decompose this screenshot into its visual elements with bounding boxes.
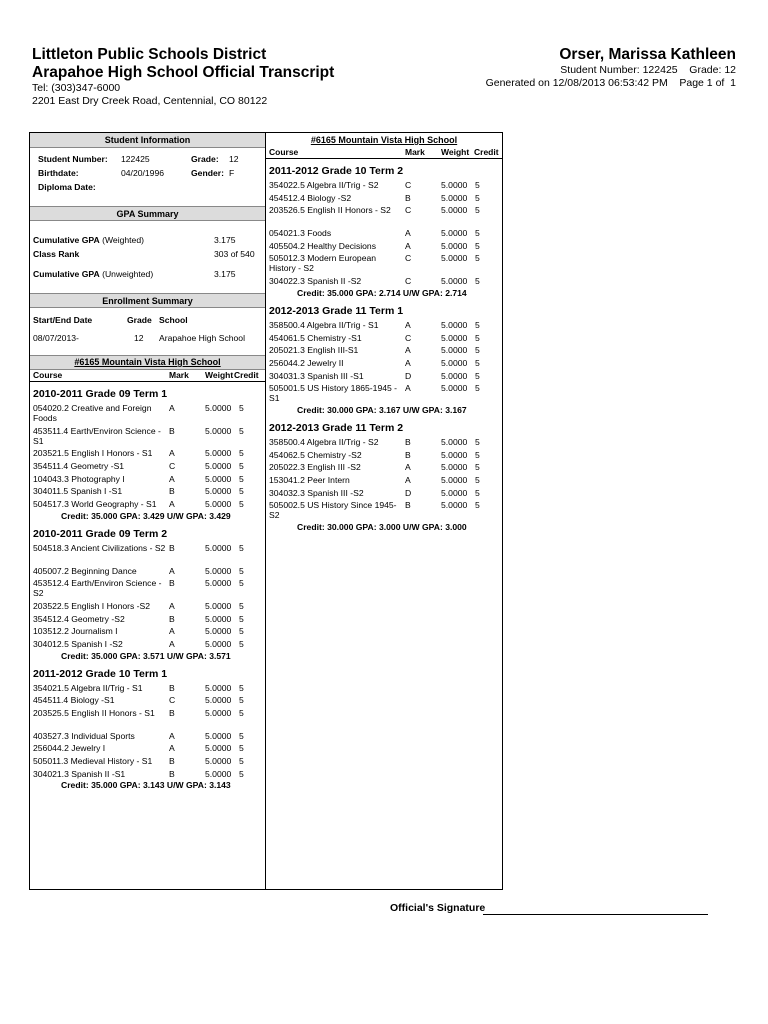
course-row <box>266 240 502 253</box>
course-name: 205022.3 English III -S2 <box>269 462 361 473</box>
course-name: 304021.3 Spanish II -S1 <box>33 768 126 779</box>
course-credit: 5 <box>475 357 480 368</box>
course-mark: A <box>405 462 411 473</box>
course-weight: 5.0000 <box>441 370 468 381</box>
course-weight: 5.0000 <box>441 253 468 264</box>
course-mark: A <box>169 743 175 754</box>
course-weight: 5.0000 <box>441 449 468 460</box>
course-row <box>266 436 502 449</box>
course-credit: 5 <box>239 768 244 779</box>
course-credit: 5 <box>475 276 480 287</box>
course-row <box>30 694 265 707</box>
course-credit: 5 <box>475 383 480 394</box>
course-credit: 5 <box>475 205 480 216</box>
weighted-gpa-value: 3.175 <box>214 235 236 245</box>
course-mark: A <box>405 345 411 356</box>
course-credit: 5 <box>475 253 480 264</box>
course-mark: A <box>405 383 411 394</box>
course-weight: 5.0000 <box>205 448 232 459</box>
course-weight: 5.0000 <box>441 319 468 330</box>
course-row <box>266 227 502 240</box>
course-name: 405007.2 Beginning Dance <box>33 565 137 576</box>
right-terms <box>266 165 502 533</box>
gpa-summary-heading: GPA Summary <box>30 206 265 221</box>
course-mark: B <box>169 768 175 779</box>
course-mark: A <box>169 730 175 741</box>
student-number-value: 122425 <box>121 154 150 164</box>
course-credit: 5 <box>239 708 244 718</box>
course-row <box>30 485 265 498</box>
student-info-heading: Student Information <box>30 133 265 148</box>
course-name: 205021.3 English III-S1 <box>269 345 359 356</box>
course-weight: 5.0000 <box>205 499 232 510</box>
course-row <box>266 275 502 288</box>
course-mark: B <box>405 500 411 511</box>
left-terms <box>30 388 265 791</box>
course-weight: 5.0000 <box>205 542 232 553</box>
course-row <box>30 638 265 651</box>
transcript-header <box>32 46 334 107</box>
course-name: 304012.5 Spanish I -S2 <box>33 638 123 649</box>
course-credit: 5 <box>475 319 480 330</box>
grade-label: Grade: <box>191 154 219 164</box>
course-name: 505002.5 US History Since 1945-S2 <box>269 500 397 521</box>
course-credit: 5 <box>475 240 480 251</box>
diploma-row <box>30 182 265 196</box>
course-name: 454061.5 Chemistry -S1 <box>269 332 362 343</box>
course-row <box>30 768 265 781</box>
class-rank-label: Class Rank <box>33 249 80 259</box>
course-row <box>266 344 502 357</box>
course-weight: 5.0000 <box>441 357 468 368</box>
district-name: Littleton Public Schools District <box>32 46 267 63</box>
course-credit: 5 <box>239 730 244 741</box>
course-credit: 5 <box>475 345 480 356</box>
term-credit-summary: Credit: 35.000 GPA: 3.429 U/W GPA: 3.429 <box>61 510 231 521</box>
course-credit: 5 <box>239 461 244 472</box>
course-weight: 5.0000 <box>441 487 468 498</box>
course-row <box>30 730 265 743</box>
grade-value: 12 <box>229 154 239 164</box>
birthdate-value: 04/20/1996 <box>121 168 165 178</box>
course-weight: 5.0000 <box>205 600 232 611</box>
course-name: 454512.4 Biology -S2 <box>269 192 352 203</box>
course-row <box>30 460 265 473</box>
enrollment-grade: 12 <box>134 333 144 343</box>
course-mark: B <box>169 578 175 589</box>
course-credit: 5 <box>239 626 244 637</box>
course-credit: 5 <box>239 486 244 497</box>
student-number-line: Student Number: 122425 Grade: 12 <box>560 64 736 76</box>
term-title: 2010-2011 Grade 09 Term 2 <box>33 527 168 540</box>
course-credit: 5 <box>239 473 244 484</box>
course-mark: C <box>405 253 412 264</box>
course-name: 504518.3 Ancient Civilizations - S2 <box>33 542 166 553</box>
course-mark: B <box>169 756 175 767</box>
course-mark: A <box>405 240 411 251</box>
course-name: 354511.4 Geometry -S1 <box>33 461 125 472</box>
course-mark: C <box>405 332 412 343</box>
course-name: 453511.4 Earth/Environ Science - S1 <box>33 425 161 446</box>
course-credit: 5 <box>239 425 244 436</box>
course-credit: 5 <box>475 228 480 239</box>
course-row <box>30 498 265 511</box>
right-school-heading: #6165 Mountain Vista High School <box>310 135 458 145</box>
course-row <box>266 461 502 474</box>
course-weight: 5.0000 <box>205 613 232 624</box>
course-credit: 5 <box>475 462 480 473</box>
course-row <box>30 473 265 486</box>
course-weight: 5.0000 <box>205 708 232 718</box>
student-header <box>486 46 736 89</box>
transcript-frame <box>29 132 503 890</box>
course-credit: 5 <box>475 500 480 511</box>
signature-line <box>483 914 708 915</box>
course-row <box>30 707 265 730</box>
left-course-columns: Course Mark Weight Credit <box>30 370 265 382</box>
transcript-title: Arapahoe High School Official Transcript <box>32 64 335 81</box>
course-weight: 5.0000 <box>205 638 232 649</box>
course-credit: 5 <box>239 565 244 576</box>
course-name: 153041.2 Peer Intern <box>269 475 350 485</box>
course-name: 203525.5 English II Honors - S1 <box>33 708 155 718</box>
course-credit: 5 <box>239 613 244 624</box>
course-credit: 5 <box>239 542 244 553</box>
course-weight: 5.0000 <box>205 565 232 576</box>
term-credit-summary: Credit: 35.000 GPA: 3.143 U/W GPA: 3.143 <box>61 780 231 791</box>
course-weight: 5.0000 <box>205 682 232 693</box>
course-weight: 5.0000 <box>441 240 468 251</box>
course-row <box>30 682 265 695</box>
enrollment-columns <box>30 315 265 329</box>
course-credit: 5 <box>239 600 244 611</box>
student-number-label: Student Number: <box>38 154 108 164</box>
course-mark: A <box>169 448 175 459</box>
unweighted-gpa-label: Cumulative GPA <box>33 269 100 279</box>
diploma-label: Diploma Date: <box>38 182 96 192</box>
course-credit: 5 <box>475 180 480 190</box>
course-row <box>30 625 265 638</box>
course-name: 203522.5 English I Honors -S2 <box>33 600 151 611</box>
course-row <box>30 755 265 768</box>
course-credit: 5 <box>475 475 480 485</box>
course-mark: C <box>405 180 412 190</box>
student-number-row <box>30 154 265 168</box>
course-credit: 5 <box>239 695 244 706</box>
birthdate-row <box>30 168 265 182</box>
course-credit: 5 <box>239 638 244 649</box>
course-row <box>266 179 502 192</box>
course-mark: C <box>405 276 412 287</box>
term-title: 2011-2012 Grade 10 Term 1 <box>33 667 168 680</box>
course-name: 304011.5 Spanish I -S1 <box>33 486 123 497</box>
course-name: 358500.4 Algebra II/Trig - S1 <box>269 319 379 330</box>
course-row <box>30 402 265 425</box>
course-name: 405504.2 Healthy Decisions <box>269 240 377 251</box>
course-row <box>266 382 502 405</box>
enrollment-col-dates: Start/End Date <box>33 315 93 325</box>
course-mark: A <box>169 473 175 484</box>
course-mark: A <box>405 228 411 239</box>
course-name: 454511.4 Biology -S1 <box>33 695 115 706</box>
course-weight: 5.0000 <box>441 475 468 485</box>
course-credit: 5 <box>239 682 244 693</box>
right-course-columns: Course Mark Weight Credit <box>266 147 502 159</box>
course-credit: 5 <box>475 192 480 203</box>
course-row <box>266 204 502 227</box>
generated-line: Generated on 12/08/2013 06:53:42 PM Page 1 of 1 <box>485 76 736 89</box>
course-weight: 5.0000 <box>441 228 468 239</box>
course-credit: 5 <box>239 403 244 413</box>
course-mark: C <box>169 695 176 706</box>
course-weight: 5.0000 <box>441 436 468 447</box>
course-row <box>266 332 502 345</box>
course-weight: 5.0000 <box>205 730 232 741</box>
weighted-gpa-label: Cumulative GPA <box>33 235 100 245</box>
student-name: Orser, Marissa Kathleen <box>559 46 736 63</box>
course-name: 354022.5 Algebra II/Trig - S2 <box>269 180 379 190</box>
course-row <box>30 447 265 460</box>
course-name: 354512.4 Geometry -S2 <box>33 613 125 624</box>
school-phone: Tel: (303)347-6000 <box>32 82 121 94</box>
weighted-gpa-row <box>30 235 265 249</box>
course-mark: B <box>169 682 175 693</box>
course-row <box>266 319 502 332</box>
course-weight: 5.0000 <box>205 756 232 767</box>
term-credit-summary: Credit: 35.000 GPA: 3.571 U/W GPA: 3.571 <box>61 650 231 661</box>
course-mark: D <box>405 370 412 381</box>
course-weight: 5.0000 <box>205 425 232 436</box>
course-credit: 5 <box>475 436 480 447</box>
course-mark: A <box>405 319 411 330</box>
course-row <box>30 425 265 448</box>
course-weight: 5.0000 <box>205 626 232 637</box>
course-row <box>266 499 502 522</box>
enrollment-school: Arapahoe High School <box>159 333 245 343</box>
course-credit: 5 <box>475 370 480 381</box>
left-column <box>30 133 266 889</box>
course-mark: B <box>169 542 175 553</box>
course-mark: A <box>169 499 175 510</box>
course-weight: 5.0000 <box>441 192 468 203</box>
course-mark: C <box>405 205 412 216</box>
course-weight: 5.0000 <box>441 332 468 343</box>
course-credit: 5 <box>475 487 480 498</box>
course-name: 104043.3 Photography I <box>33 473 125 484</box>
course-weight: 5.0000 <box>205 768 232 779</box>
course-mark: A <box>169 626 175 637</box>
course-row <box>266 357 502 370</box>
enrollment-row <box>30 333 265 347</box>
course-credit: 5 <box>239 578 244 589</box>
unweighted-gpa-value: 3.175 <box>214 269 236 279</box>
course-name: 304031.3 Spanish III -S1 <box>269 370 364 381</box>
birthdate-label: Birthdate: <box>38 168 79 178</box>
course-row <box>30 542 265 565</box>
course-mark: B <box>169 425 175 436</box>
course-row <box>30 600 265 613</box>
course-mark: D <box>405 487 412 498</box>
course-weight: 5.0000 <box>205 473 232 484</box>
term-title: 2010-2011 Grade 09 Term 1 <box>33 388 168 400</box>
course-name: 505001.5 US History 1865-1945 -S1 <box>269 383 398 404</box>
course-mark: A <box>169 403 175 413</box>
gender-label: Gender: <box>191 168 224 178</box>
course-mark: A <box>405 475 411 485</box>
course-name: 256044.2 Jewelry I <box>33 743 106 754</box>
course-name: 054020.2 Creative and Foreign Foods <box>33 403 152 423</box>
signature-label: Official's Signature <box>390 902 486 914</box>
unweighted-gpa-suffix: (Unweighted) <box>102 269 154 279</box>
course-row <box>266 192 502 205</box>
course-weight: 5.0000 <box>441 500 468 511</box>
course-row <box>30 613 265 626</box>
course-row <box>266 487 502 500</box>
gender-value: F <box>229 168 235 178</box>
course-credit: 5 <box>475 449 480 460</box>
course-row <box>266 474 502 487</box>
course-weight: 5.0000 <box>441 205 468 216</box>
course-weight: 5.0000 <box>205 578 232 589</box>
term-title: 2012-2013 Grade 11 Term 1 <box>269 304 404 317</box>
course-weight: 5.0000 <box>441 345 468 356</box>
course-row <box>30 577 265 600</box>
course-credit: 5 <box>239 756 244 767</box>
course-weight: 5.0000 <box>205 403 232 413</box>
course-credit: 5 <box>475 332 480 343</box>
enrollment-heading: Enrollment Summary <box>30 293 265 308</box>
class-rank-value: 303 of 540 <box>214 249 255 259</box>
course-mark: A <box>169 638 175 649</box>
course-mark: C <box>169 461 176 472</box>
course-mark: B <box>405 436 411 447</box>
term-title: 2012-2013 Grade 11 Term 2 <box>269 421 404 434</box>
course-row <box>30 565 265 578</box>
course-name: 054021.3 Foods <box>269 228 332 239</box>
course-weight: 5.0000 <box>205 461 232 472</box>
course-weight: 5.0000 <box>441 180 468 190</box>
course-row <box>266 449 502 462</box>
course-name: 453512.4 Earth/Environ Science - S2 <box>33 578 162 599</box>
term-credit-summary: Credit: 30.000 GPA: 3.167 U/W GPA: 3.167 <box>297 404 467 415</box>
course-mark: B <box>169 613 175 624</box>
course-mark: B <box>405 449 411 460</box>
term-credit-summary: Credit: 35.000 GPA: 2.714 U/W GPA: 2.714 <box>297 287 467 298</box>
course-name: 454062.5 Chemistry -S2 <box>269 449 362 460</box>
term-credit-summary: Credit: 30.000 GPA: 3.000 U/W GPA: 3.000 <box>297 522 467 533</box>
course-credit: 5 <box>239 448 244 459</box>
enrollment-dates: 08/07/2013- <box>33 333 79 343</box>
course-mark: A <box>169 565 175 576</box>
course-row <box>266 252 502 275</box>
course-weight: 5.0000 <box>441 462 468 473</box>
course-name: 203521.5 English I Honors - S1 <box>33 448 153 459</box>
course-name: 203526.5 English II Honors - S2 <box>269 205 391 216</box>
enrollment-col-school: School <box>159 315 188 325</box>
course-row <box>30 742 265 755</box>
weighted-gpa-suffix: (Weighted) <box>102 235 144 245</box>
course-weight: 5.0000 <box>205 743 232 754</box>
course-credit: 5 <box>239 499 244 510</box>
course-mark: B <box>169 486 175 497</box>
left-school-heading: #6165 Mountain Vista High School <box>30 355 265 370</box>
course-mark: A <box>405 357 411 368</box>
course-mark: A <box>169 600 175 611</box>
course-weight: 5.0000 <box>441 383 468 394</box>
course-name: 403527.3 Individual Sports <box>33 730 135 741</box>
course-name: 354021.5 Algebra II/Trig - S1 <box>33 682 143 693</box>
unweighted-gpa-row <box>30 269 265 283</box>
course-credit: 5 <box>239 743 244 754</box>
course-name: 304032.3 Spanish III -S2 <box>269 487 364 498</box>
course-weight: 5.0000 <box>441 276 468 287</box>
course-name: 505012.3 Modern European History - S2 <box>269 253 377 274</box>
term-title: 2011-2012 Grade 10 Term 2 <box>269 165 404 177</box>
course-weight: 5.0000 <box>205 695 232 706</box>
course-weight: 5.0000 <box>205 486 232 497</box>
course-mark: B <box>169 708 175 718</box>
course-row <box>266 370 502 383</box>
course-name: 504517.3 World Geography - S1 <box>33 499 157 510</box>
course-name: 358500.4 Algebra II/Trig - S2 <box>269 436 379 447</box>
right-column <box>266 133 502 889</box>
enrollment-col-grade: Grade <box>127 315 152 325</box>
school-address: 2201 East Dry Creek Road, Centennial, CO 80122 <box>32 94 268 107</box>
course-mark: B <box>405 192 411 203</box>
class-rank-row <box>30 249 265 263</box>
course-name: 304022.3 Spanish II -S2 <box>269 276 362 287</box>
course-name: 103512.2 Journalism I <box>33 626 118 637</box>
course-name: 505011.3 Medieval History - S1 <box>33 756 153 767</box>
course-name: 256044.2 Jewelry II <box>269 357 344 368</box>
